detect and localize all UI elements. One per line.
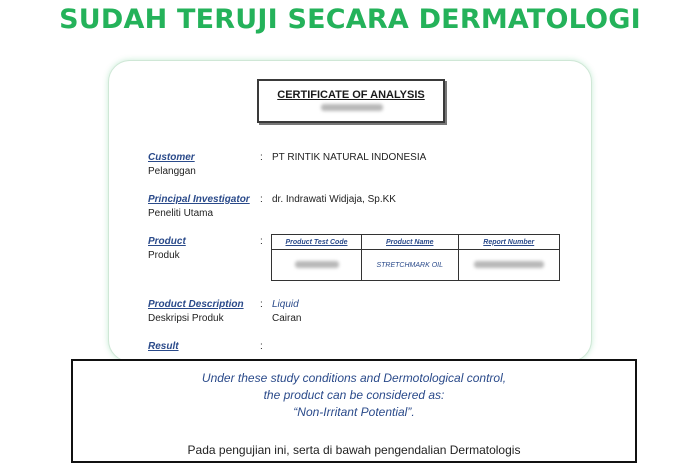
certificate-title: CERTIFICATE OF ANALYSIS xyxy=(277,89,425,101)
product-label-en: Product xyxy=(148,236,186,247)
result-line-4: Pada pengujian ini, serta di bawah pengendalian Dermatologis xyxy=(187,443,521,457)
result-statement-box xyxy=(71,359,637,463)
product-label-id: Produk xyxy=(148,250,180,261)
table-row xyxy=(272,250,560,281)
header-report-number: Report Number xyxy=(458,235,560,250)
product-table-header-row xyxy=(272,235,560,250)
product-name-cell: STRETCHMARK OIL xyxy=(362,250,459,281)
investigator-value: dr. Indrawati Widjaja, Sp.KK xyxy=(272,194,396,205)
investigator-label-en: Principal Investigator xyxy=(148,194,250,205)
customer-colon: : xyxy=(260,152,263,163)
investigator-colon: : xyxy=(260,194,263,205)
result-line-3: “Non-Irritant Potential”. xyxy=(293,405,415,419)
header-product-name: Product Name xyxy=(362,235,459,250)
product-colon: : xyxy=(260,236,263,247)
result-line-1: Under these study conditions and Dermotological control, xyxy=(201,371,507,385)
header-product-test-code: Product Test Code xyxy=(272,235,362,250)
customer-label-en: Customer xyxy=(148,152,195,163)
test-code-redacted xyxy=(295,261,339,268)
description-value-id: Cairan xyxy=(272,313,302,324)
certificate-title-box xyxy=(257,79,445,123)
report-number-cell xyxy=(458,250,560,281)
product-table xyxy=(271,234,560,281)
product-test-code-cell xyxy=(272,250,362,281)
report-number-redacted xyxy=(474,261,544,268)
certificate-number-redacted xyxy=(321,104,383,111)
description-value-en: Liquid xyxy=(272,299,299,310)
result-label-en: Result xyxy=(148,341,179,352)
result-colon: : xyxy=(260,341,263,352)
description-colon: : xyxy=(260,299,263,310)
page-headline: SUDAH TERUJI SECARA DERMATOLOGI xyxy=(59,4,641,35)
description-label-id: Deskripsi Produk xyxy=(148,313,224,324)
customer-label-id: Pelanggan xyxy=(148,166,196,177)
customer-value: PT RINTIK NATURAL INDONESIA xyxy=(272,152,427,163)
result-line-2: the product can be considered as: xyxy=(263,388,445,402)
investigator-label-id: Peneliti Utama xyxy=(148,208,214,219)
description-label-en: Product Description xyxy=(148,299,244,310)
